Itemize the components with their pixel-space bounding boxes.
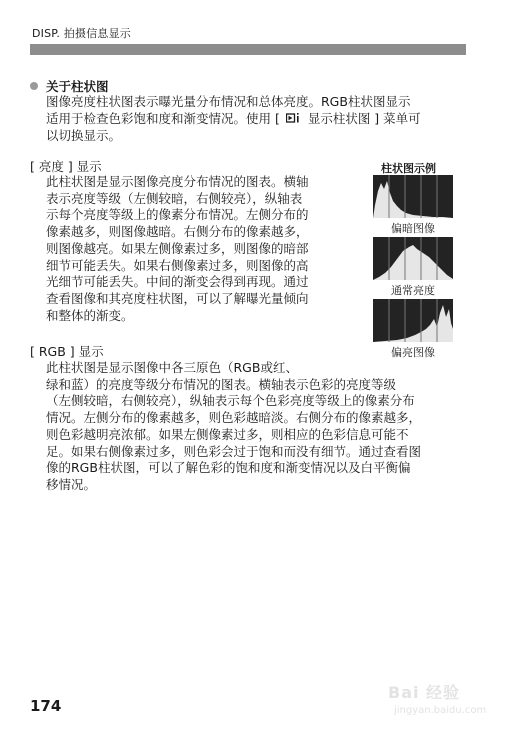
brightness-line: 光细节可能丢失。中间的渐变会得到再现。通过 bbox=[46, 274, 309, 290]
intro-line-3: 以切换显示。 bbox=[46, 128, 122, 144]
intro-paragraph bbox=[46, 94, 421, 145]
brightness-line: 此柱状图是显示图像亮度分布情况的图表。横轴 bbox=[46, 174, 309, 189]
intro-line-2 bbox=[46, 111, 421, 129]
intro-heading: 关于柱状图 bbox=[46, 79, 109, 94]
histogram-label-normal: 通常亮度 bbox=[391, 284, 435, 297]
brightness-line: 细节可能丢失。如果右侧像素过多，则图像的高 bbox=[46, 257, 309, 273]
page-number: 174 bbox=[30, 697, 62, 715]
rgb-line: 像的RGB柱状图，可以了解色彩的饱和度和渐变情况以及白平衡偏 bbox=[46, 460, 411, 476]
rgb-heading: [ RGB ] 显示 bbox=[30, 344, 104, 359]
histogram-image-normal bbox=[373, 237, 453, 280]
brightness-line: 和整体的渐变。 bbox=[46, 307, 134, 323]
rgb-line: （左侧较暗，右侧较亮），纵轴表示每个色彩亮度等级上的像素分布 bbox=[46, 393, 415, 409]
rgb-line: 绿和蓝）的亮度等级分布情况的图表。横轴表示色彩的亮度等级 bbox=[46, 376, 397, 392]
watermark-url: jingyan.baidu.com bbox=[394, 705, 487, 716]
rgb-line: 此柱状图是显示图像中各三原色（RGB或红、 bbox=[46, 360, 298, 375]
rgb-line: 情况。左侧分布的像素越多，则色彩越暗淡。右侧分布的像素越多， bbox=[46, 410, 422, 426]
brightness-heading: [ 亮度 ] 显示 bbox=[30, 159, 102, 174]
histogram-image-dark bbox=[373, 175, 453, 218]
rgb-line: 则色彩越明亮浓郁。如果左侧像素过多，则相应的色彩信息可能不 bbox=[46, 426, 409, 442]
brightness-line: 查看图像和其亮度柱状图，可以了解曝光量倾向 bbox=[46, 290, 309, 306]
histogram-label-bright: 偏亮图像 bbox=[391, 346, 435, 359]
brightness-line: 表示亮度等级（左侧较暗，右侧较亮），纵轴表 bbox=[46, 190, 303, 206]
brightness-line: 像素越多，则图像越暗。右侧分布的像素越多， bbox=[46, 224, 309, 240]
brightness-line: 则图像越亮。如果左侧像素过多，则图像的暗部 bbox=[46, 240, 309, 256]
section-header-title: DISP. 拍摄信息显示 bbox=[32, 27, 132, 40]
histogram-label-dark: 偏暗图像 bbox=[391, 222, 435, 235]
brightness-line: 示每个亮度等级上的像素分布情况。左侧分布的 bbox=[46, 207, 309, 223]
header-divider-bar bbox=[30, 44, 466, 55]
histogram-examples-title: 柱状图示例 bbox=[381, 162, 436, 175]
histogram-example-dark bbox=[373, 175, 453, 236]
intro-line-2-end: 显示柱状图 ] 菜单可 bbox=[307, 110, 421, 126]
rgb-line: 足。如果右侧像素过多，则色彩会过于饱和而没有细节。通过查看图 bbox=[46, 443, 422, 459]
playback-menu-icon bbox=[286, 112, 302, 129]
watermark-logo: Bai 经验 bbox=[388, 683, 461, 702]
histogram-example-bright bbox=[373, 299, 453, 360]
intro-line-1: 图像亮度柱状图表示曝光量分布情况和总体亮度。RGB柱状图显示 bbox=[46, 94, 411, 109]
rgb-line: 移情况。 bbox=[46, 476, 97, 492]
bullet-icon bbox=[30, 82, 38, 90]
histogram-example-normal bbox=[373, 237, 453, 298]
rgb-paragraph bbox=[46, 360, 421, 494]
brightness-paragraph bbox=[46, 174, 309, 324]
intro-line-2-start: 适用于检查色彩饱和度和渐变情况。使用 [ bbox=[46, 110, 280, 126]
histogram-image-bright bbox=[373, 299, 453, 342]
